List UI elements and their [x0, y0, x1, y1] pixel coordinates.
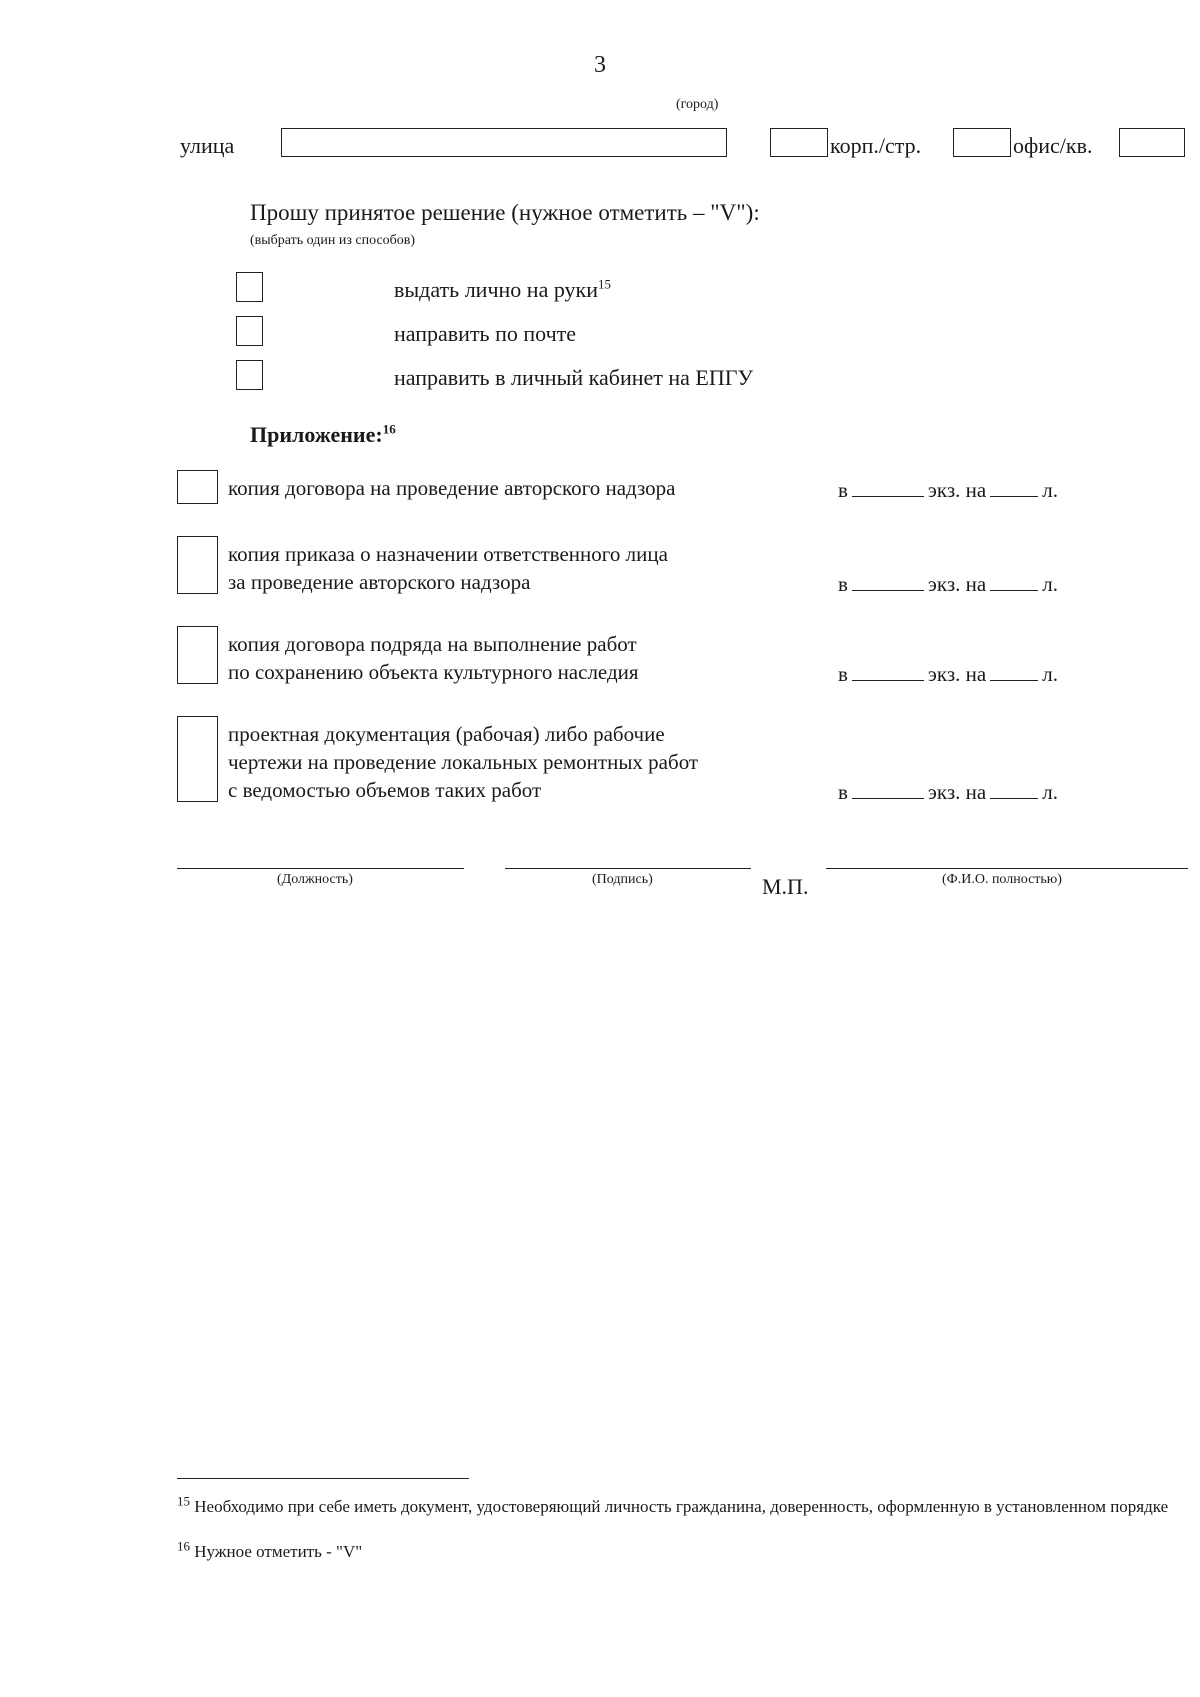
delivery-option-mail: направить по почте [394, 321, 577, 346]
qty-copies-label: экз. на [927, 780, 987, 804]
attachment-item-4-line-3: с ведомостью объемов таких работ [228, 778, 542, 802]
attachment-checkbox-1[interactable] [177, 470, 218, 504]
stamp-label: М.П. [762, 874, 809, 899]
attachment-item-2-line-1: копия приказа о назначении ответственного лица [228, 542, 668, 566]
city-caption: (город) [676, 97, 719, 112]
footnote-15 [177, 1493, 1177, 1517]
sheets-blank[interactable] [990, 476, 1038, 497]
attachment-qty-4 [838, 778, 1058, 805]
delivery-option-epgu: направить в личный кабинет на ЕПГУ [394, 365, 754, 390]
qty-copies-label: экз. на [927, 478, 987, 502]
attachment-qty-1 [838, 476, 1058, 503]
delivery-checkbox-mail[interactable] [236, 316, 263, 346]
position-caption: (Должность) [277, 872, 353, 887]
attachment-item-4-line-1: проектная документация (рабочая) либо рабочие [228, 722, 665, 746]
delivery-option-label: выдать лично на руки [394, 277, 599, 302]
qty-prefix: в [838, 478, 848, 502]
qty-sheets-label: л. [1042, 478, 1058, 502]
name-caption: (Ф.И.О. полностью) [942, 872, 1062, 887]
footnote-text: Нужное отметить - "V" [194, 1542, 363, 1561]
attachment-qty-2 [838, 570, 1058, 597]
qty-copies-label: экз. на [927, 662, 987, 686]
attachment-item-3-line-1: копия договора подряда на выполнение работ [228, 632, 637, 656]
sheets-blank[interactable] [990, 570, 1038, 591]
copies-blank[interactable] [852, 476, 924, 497]
qty-prefix: в [838, 572, 848, 596]
delivery-checkbox-in-person[interactable] [236, 272, 263, 302]
delivery-checkbox-epgu[interactable] [236, 360, 263, 390]
page-number: 3 [594, 52, 606, 78]
street-label: улица [180, 133, 235, 158]
attachments-heading-text: Приложение: [250, 422, 383, 447]
attachment-checkbox-3[interactable] [177, 626, 218, 684]
qty-prefix: в [838, 662, 848, 686]
building-label: корп./стр. [830, 133, 922, 158]
delivery-subcaption: (выбрать один из способов) [250, 233, 416, 248]
attachment-item-2-line-2: за проведение авторского надзора [228, 570, 531, 594]
copies-blank[interactable] [852, 570, 924, 591]
footnote-ref-15: 15 [598, 276, 612, 292]
attachment-item-1-line-1: копия договора на проведение авторского надзора [228, 476, 676, 500]
attachment-checkbox-4[interactable] [177, 716, 218, 802]
footnote-separator [177, 1478, 469, 1479]
copies-blank[interactable] [852, 660, 924, 681]
office-label: офис/кв. [1013, 133, 1093, 158]
qty-sheets-label: л. [1042, 572, 1058, 596]
sheets-blank[interactable] [990, 660, 1038, 681]
attachment-item-4-line-2: чертежи на проведение локальных ремонтных работ [228, 750, 699, 774]
footnote-text: Необходимо при себе иметь документ, удостоверяющий личность гражданина, доверенность, оформленную в установленном порядке [194, 1497, 1169, 1516]
qty-sheets-label: л. [1042, 662, 1058, 686]
footnote-16 [177, 1538, 1177, 1562]
name-line[interactable] [826, 868, 1188, 869]
building-input[interactable] [770, 128, 828, 157]
footnote-number: 15 [177, 1493, 190, 1509]
sheets-blank[interactable] [990, 778, 1038, 799]
delivery-heading: Прошу принятое решение (нужное отметить – "V"): [250, 200, 760, 225]
footnote-ref-16: 16 [382, 421, 396, 437]
copies-blank[interactable] [852, 778, 924, 799]
attachments-heading [250, 421, 396, 449]
qty-copies-label: экз. на [927, 572, 987, 596]
signature-caption: (Подпись) [592, 872, 653, 887]
qty-sheets-label: л. [1042, 780, 1058, 804]
attachment-item-3-line-2: по сохранению объекта культурного наследия [228, 660, 639, 684]
qty-prefix: в [838, 780, 848, 804]
footnote-number: 16 [177, 1538, 190, 1554]
signature-line[interactable] [505, 868, 751, 869]
street-input[interactable] [281, 128, 727, 157]
delivery-option-in-person [394, 276, 611, 304]
position-line[interactable] [177, 868, 464, 869]
apartment-input[interactable] [1119, 128, 1185, 157]
office-input[interactable] [953, 128, 1011, 157]
attachment-qty-3 [838, 660, 1058, 687]
attachment-checkbox-2[interactable] [177, 536, 218, 594]
